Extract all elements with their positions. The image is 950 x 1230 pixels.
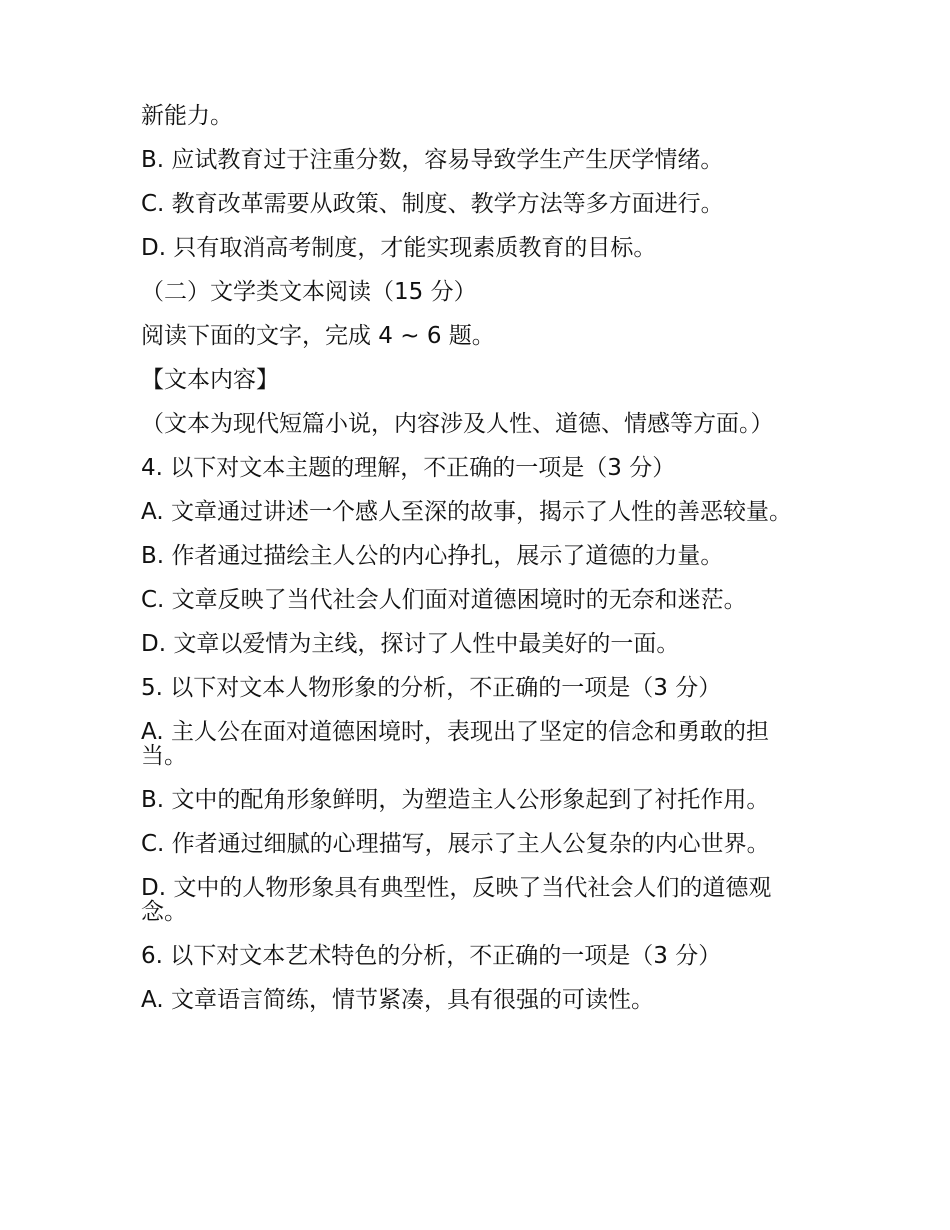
question-5-option-d: D. 文中的人物形象具有典型性，反映了当代社会人们的道德观念。 bbox=[141, 875, 772, 925]
question-4: 4. 以下对文本主题的理解，不正确的一项是（3 分） bbox=[141, 455, 676, 481]
question-5: 5. 以下对文本人物形象的分析，不正确的一项是（3 分） bbox=[141, 675, 722, 701]
question-4-option-a: A. 文章通过讲述一个感人至深的故事，揭示了人性的善恶较量。 bbox=[141, 499, 792, 525]
question-5-option-c: C. 作者通过细腻的心理描写，展示了主人公复杂的内心世界。 bbox=[141, 831, 770, 857]
question-6: 6. 以下对文本艺术特色的分析，不正确的一项是（3 分） bbox=[141, 943, 722, 969]
reading-instruction: 阅读下面的文字，完成 4 ~ 6 题。 bbox=[141, 323, 495, 349]
question-4-option-d: D. 文章以爱情为主线，探讨了人性中最美好的一面。 bbox=[141, 631, 680, 657]
question-6-option-a: A. 文章语言简练，情节紧凑，具有很强的可读性。 bbox=[141, 987, 654, 1013]
option-b-education: B. 应试教育过于注重分数，容易导致学生产生厌学情绪。 bbox=[141, 147, 724, 173]
question-4-option-b: B. 作者通过描绘主人公的内心挣扎，展示了道德的力量。 bbox=[141, 543, 724, 569]
question-4-option-c: C. 文章反映了当代社会人们面对道德困境时的无奈和迷茫。 bbox=[141, 587, 747, 613]
option-c-education: C. 教育改革需要从政策、制度、教学方法等多方面进行。 bbox=[141, 191, 724, 217]
question-5-option-b: B. 文中的配角形象鲜明，为塑造主人公形象起到了衬托作用。 bbox=[141, 787, 770, 813]
document-page bbox=[141, 104, 811, 1012]
option-continuation-text: 新能力。 bbox=[141, 103, 233, 129]
text-content-note: （文本为现代短篇小说，内容涉及人性、道德、情感等方面。） bbox=[141, 411, 774, 437]
section-heading: （二）文学类文本阅读（15 分） bbox=[141, 279, 477, 305]
option-d-education: D. 只有取消高考制度，才能实现素质教育的目标。 bbox=[141, 235, 657, 261]
question-5-option-a: A. 主人公在面对道德困境时，表现出了坚定的信念和勇敢的担当。 bbox=[141, 719, 769, 769]
text-content-label: 【文本内容】 bbox=[141, 367, 279, 393]
